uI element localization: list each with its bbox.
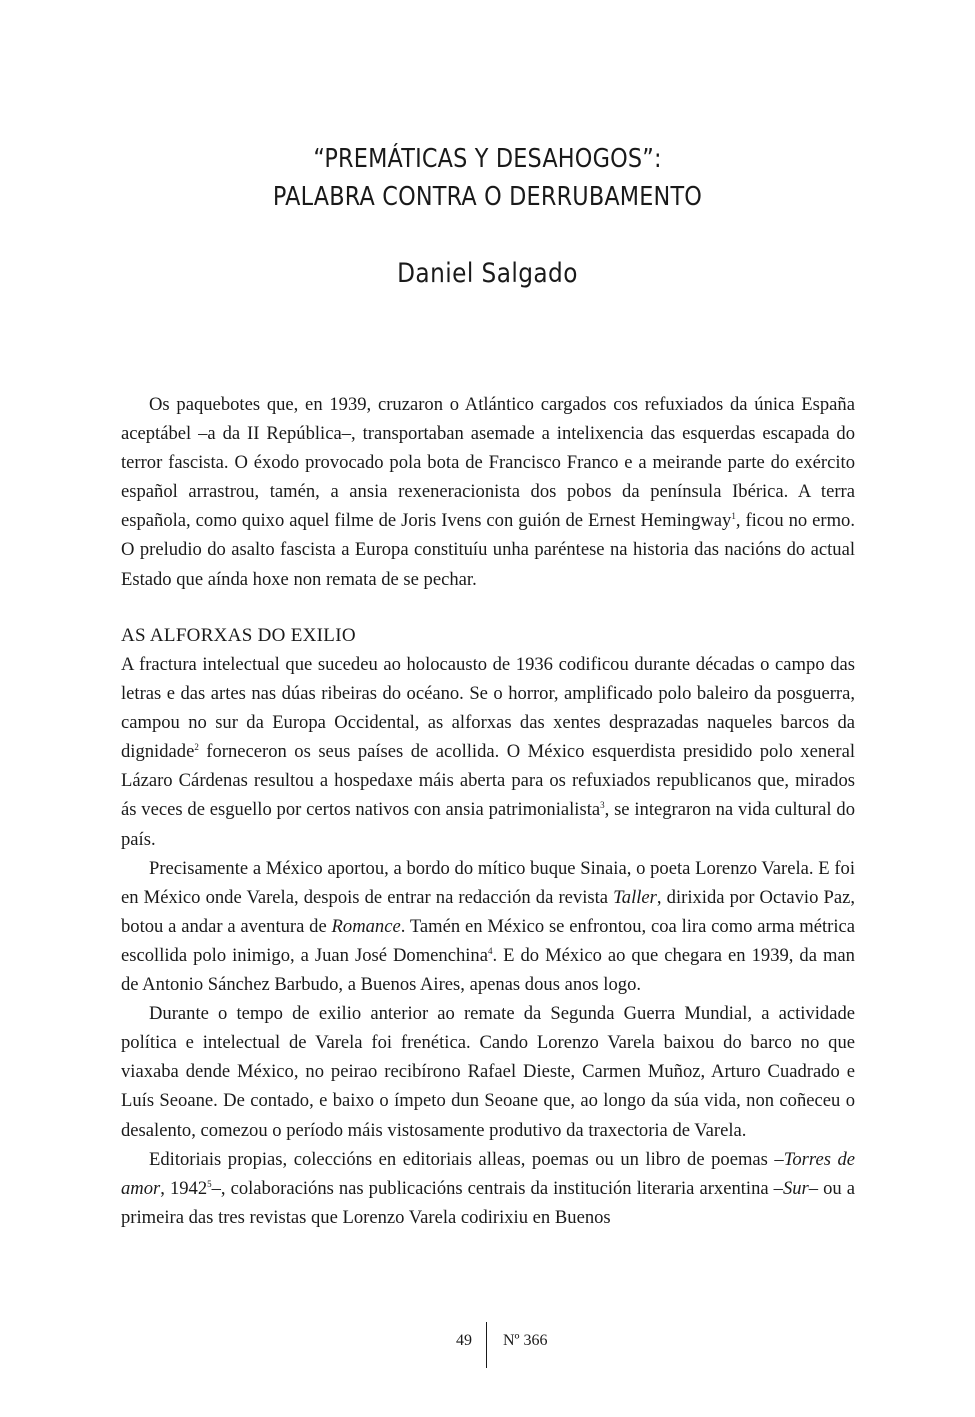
page-footer xyxy=(0,1322,975,1368)
text-run: A fractura intelectual que sucedeu ao holocausto de 1936 codificou durante décadas o campo das letras e das artes nas dúas ribeiras do océano. Se o horror, amplificado polo baleiro da posguerra, campou no sur da Europa Occidental, as alforxas das xentes desprazadas naqueles barcos da dignidade xyxy=(121,654,855,763)
page-number: 49 xyxy=(456,1332,472,1349)
footer-divider xyxy=(486,1322,487,1368)
text-run: , dirixida por Octavio Paz, botou a andar a aventura de xyxy=(121,886,855,937)
body-paragraph-1 xyxy=(121,650,855,854)
section-alforxas xyxy=(121,621,855,1232)
journal-title-romance: Romance xyxy=(331,915,401,937)
text-run: Editoriais propias, coleccións en editoriais alleas, poemas ou un libro de poemas – xyxy=(149,1148,784,1170)
journal-title-sur: Sur xyxy=(782,1177,809,1199)
article-title xyxy=(0,140,975,216)
book-title-torres: Torres de amor xyxy=(121,1148,855,1199)
footnote-ref-2: 2 xyxy=(194,742,199,753)
author-name: Daniel Salgado xyxy=(397,258,578,289)
text-run: Precisamente a México aportou, a bordo do mítico buque Sinaia, o poeta Lorenzo Varela. E foi en México onde Varela, despois de entrar na redacción da revista xyxy=(121,857,855,908)
footnote-ref-5: 5 xyxy=(207,1178,212,1189)
footnote-ref-4: 4 xyxy=(487,945,493,956)
title-line-1: “PREMÁTICAS Y DESAHOGOS”: xyxy=(313,144,662,174)
section-heading: AS ALFORXAS DO EXILIO xyxy=(121,625,356,646)
intro-section xyxy=(121,390,855,594)
body-paragraph-3: Durante o tempo de exilio anterior ao remate da Segunda Guerra Mundial, a actividade política e intelectual de Varela foi frenética. Cando Lorenzo Varela baixou do barco no que viaxaba dende México, no peirao recibírono Rafael Dieste, Carmen Muñoz, Arturo Cuadrado e Luís Seoane. De contado, e baixo o ímpeto dun Seoane que, ao longo da súa vida, non coñeceu o desalento, comezou o período máis vistosamente produtivo da traxectoria de Varela. xyxy=(121,1003,855,1141)
footnote-ref-1: 1 xyxy=(731,511,736,522)
text-run: , 1942 xyxy=(160,1177,208,1199)
text-run: , se integraron na vida cultural do país. xyxy=(121,799,855,850)
title-line-2: PALABRA CONTRA O DERRUBAMENTO xyxy=(272,182,703,212)
footnote-ref-3: 3 xyxy=(600,800,605,811)
journal-title-taller: Taller xyxy=(613,886,657,908)
body-paragraph-4 xyxy=(121,1145,855,1232)
text-run: . E do México ao que chegara en 1939, da man de Antonio Sánchez Barbudo, a Buenos Aires, apenas dous anos logo. xyxy=(121,944,855,996)
body-paragraph-2 xyxy=(121,854,855,999)
text-run: . Tamén en México se enfrontou, coa lira como arma métrica escollida polo inimigo, a Juan José Domenchina xyxy=(121,915,855,966)
text-run: – ou a primeira das tres revistas que Lorenzo Varela codirixiu en Buenos xyxy=(121,1177,855,1228)
text-run: , ficou no ermo. O preludio do asalto fascista a Europa constituíu unha paréntese na historia das nacións do actual Estado que aínda hoxe non remata de se pechar. xyxy=(121,510,855,590)
issue-number: Nº 366 xyxy=(503,1332,548,1349)
text-run: –, colaboracións nas publicacións centrais da institución literaria arxentina – xyxy=(211,1177,783,1199)
text-run: Os paquebotes que, en 1939, cruzaron o Atlántico cargados cos refuxiados da única España aceptábel –a da II República–, transportaban asemade a intelixencia das esquerdas escapada do terror fascista. O éxodo provocado pola bota de Francisco Franco e a meirande parte do exército español arrastrou, tamén, a ansia rexeneracionista dos pobos da península Ibérica. A terra española, como quixo aquel filme de Joris Ivens con guión de Ernest Hemingway xyxy=(121,394,855,532)
intro-paragraph xyxy=(121,390,855,594)
text-run: forneceron os seus países de acollida. O México esquerdista presidido polo xeneral Lázaro Cárdenas resultou a hospedaxe máis aberta para os refuxiados republicanos que, mirados ás veces de esguello por certos nativos con ansia patrimonialista xyxy=(121,741,855,821)
